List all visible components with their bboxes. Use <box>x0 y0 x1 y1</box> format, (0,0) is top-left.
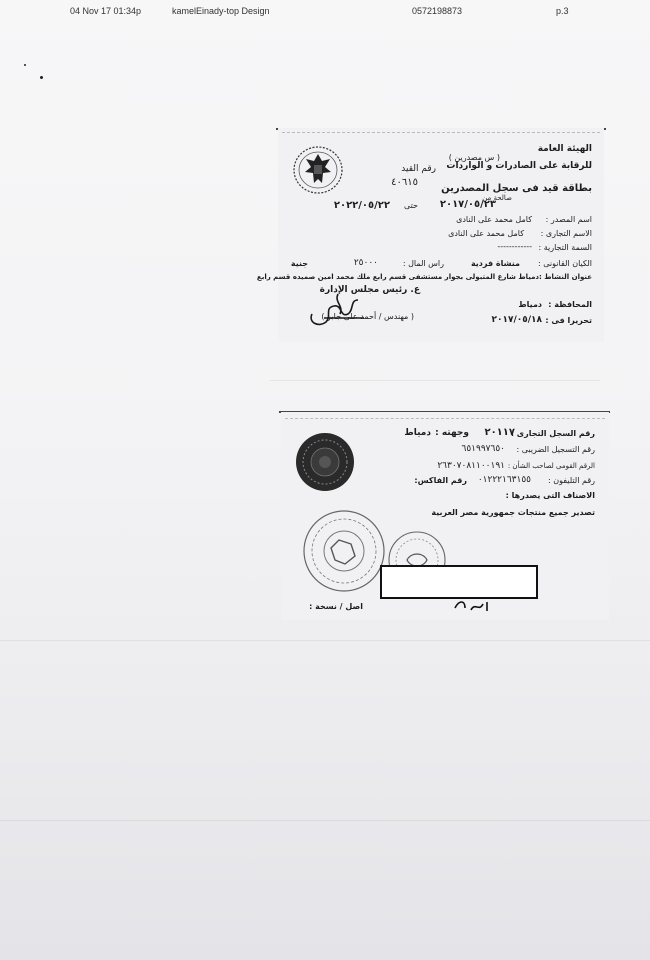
card2-dashed-border <box>285 418 605 419</box>
trade-mark-label: السمة التجارية : <box>538 243 592 252</box>
eagle-emblem-icon <box>292 145 344 195</box>
products-label: الاصناف التى يصدرها : <box>505 491 595 500</box>
issued-label: تحريرا فى : <box>545 316 592 325</box>
fax-header <box>0 6 650 20</box>
redaction-box <box>380 565 538 599</box>
governorate: دمياط <box>518 300 542 309</box>
legal-entity-label: الكيان القانونى : <box>538 259 592 268</box>
authority-name: الهيئة العامة <box>537 144 592 154</box>
speck-dot <box>24 64 26 66</box>
export-registration-card-back <box>281 412 609 620</box>
speck-dot <box>40 76 43 79</box>
legal-entity: منشاة فردية <box>470 259 520 268</box>
national-id-label: الرقم القومى لصاحب الشأن : <box>507 462 595 470</box>
exporter-name-label: اسم المصدر : <box>545 215 592 224</box>
trade-name: كامل محمد على النادى <box>448 229 524 238</box>
fold-line <box>0 820 650 821</box>
valid-until-label: حتى <box>403 201 418 210</box>
registration-number: ٤٠٦١٥ <box>391 177 418 188</box>
fax-datetime: 04 Nov 17 01:34p <box>70 6 142 16</box>
phone-label: رقم التليفون : <box>548 476 595 485</box>
commercial-register-label: رقم السجل التجارى : <box>510 429 595 438</box>
governorate-label: المحافظة : <box>548 300 592 309</box>
exported-products: تصدير جميع منتجات جمهورية مصر العربية <box>431 508 595 517</box>
capital-label: راس المال : <box>402 259 444 268</box>
trade-mark: ------------ <box>497 242 532 251</box>
original-copy-label: اصل / نسخة : <box>309 602 363 611</box>
round-stamp-dark-icon <box>295 432 355 492</box>
office-label: وجهته : <box>435 428 469 438</box>
activity-address: عنوان النشاط :دمياط شارع المتبولى بجوار مستشفى قسم رابع ملك محمد امين صميده قسم رابع <box>256 273 592 281</box>
commercial-register-number: ٢٠١١٧ <box>484 427 515 438</box>
fax-sender: kamelEinady-top Design <box>172 6 270 16</box>
authority-subtitle: للرقابة على الصادرات و الواردات <box>446 161 592 171</box>
office: دمياط <box>404 428 431 438</box>
issued-date: ٢٠١٧/٠٥/١٨ <box>491 315 542 325</box>
capital-unit: جنية <box>290 259 308 268</box>
valid-until-date: ٢٠٢٢/٠٥/٢٢ <box>333 200 390 211</box>
exporter-name: كامل محمد على النادى <box>456 215 532 224</box>
export-registration-card-front <box>256 128 604 342</box>
chairman-name: ( مهندس / أحمد على جابر ) <box>321 312 414 321</box>
handwritten-copy-mark <box>451 598 495 614</box>
fax-phone: 0572198873 <box>412 6 463 16</box>
registration-number-label: رقم القيد <box>401 164 436 174</box>
card-title: بطاقة قيد فى سجل المصدرين <box>441 183 592 194</box>
fold-line <box>0 640 650 641</box>
fold-line <box>270 380 600 381</box>
fax-page: p.3 <box>556 6 569 16</box>
trade-name-label: الاسم التجارى : <box>540 229 592 238</box>
chairman-title: ع. رئيس مجلس الإدارة <box>319 285 420 295</box>
capital-value: ٢٥٠٠٠ <box>353 258 378 268</box>
circular-stamp-icon <box>301 508 387 594</box>
tax-register-label: رقم التسجيل الضريبى : <box>516 445 595 454</box>
card1-dashed-border <box>282 132 600 133</box>
valid-from-date: ٢٠١٧/٠٥/٢٣ <box>439 199 496 210</box>
valid-from-label: صالحة من <box>482 194 512 202</box>
category-label: ( س مصدرين ) <box>448 153 500 162</box>
national-id: ٢٦٣٠٧٠٨١١٠٠١٩١ <box>437 461 505 471</box>
fax-label: رقم الفاكس: <box>414 476 467 485</box>
tax-register-number: ٦٥١٩٩٧٦٥٠ <box>461 444 505 454</box>
phone-number: ٠١٢٢٢١٦٣١٥٥ <box>477 475 531 485</box>
signature-mark <box>304 288 374 332</box>
